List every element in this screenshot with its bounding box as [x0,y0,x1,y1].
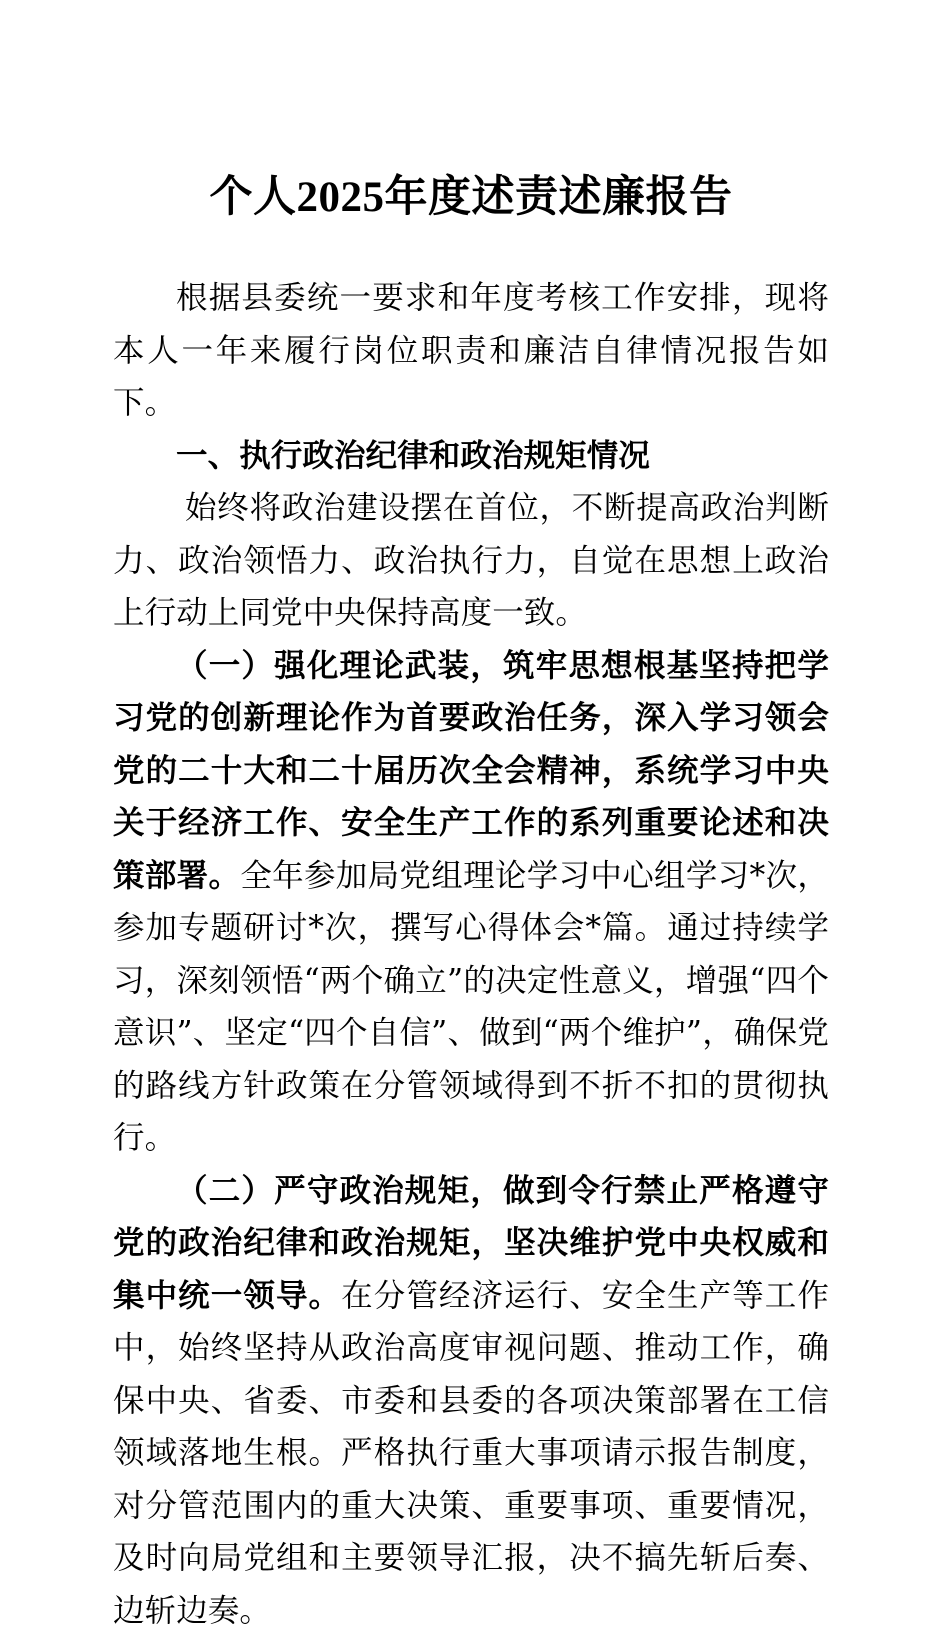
heading-section-1: 一、执行政治纪律和政治规矩情况 [113,430,829,483]
paragraph-item-2-bold: （二）严守政治规矩，做到令行禁止严格遵守党的政治纪律和政治规矩，坚决维护党中央权威和集中统一领导。 [113,1172,829,1314]
paragraph-section-1-lead: 始终将政治建设摆在首位，不断提高政治判断力、政治领悟力、政治执行力，自觉在思想上政治上行动上同党中央保持高度一致。 [113,482,829,640]
page-title: 个人2025年度述责述廉报告 [113,170,829,226]
paragraph-item-2 [113,1165,829,1637]
paragraph-item-2-normal: 在分管经济运行、安全生产等工作中，始终坚持从政治高度审视问题、推动工作，确保中央、省委、市委和县委的各项决策部署在工信领域落地生根。严格执行重大事项请示报告制度，对分管范围内的重大决策、重要事项、重要情况，及时向局党组和主要领导汇报，决不搞先斩后奏、边斩边奏。 [113,1278,829,1629]
paragraph-item-1-bold: （一）强化理论武装，筑牢思想根基坚持把学习党的创新理论作为首要政治任务，深入学习领会党的二十大和二十届历次全会精神，系统学习中央关于经济工作、安全生产工作的系列重要论述和决策部署。 [113,647,829,894]
paragraph-item-1-normal: 全年参加局党组理论学习中心组学习*次，参加专题研讨*次，撰写心得体会*篇。通过持续学习，深刻领悟“两个确立”的决定性意义，增强“四个意识”、坚定“四个自信”、做到“两个维护”，确保党的路线方针政策在分管领域得到不折不扣的贯彻执行。 [113,858,829,1157]
document-body [113,272,829,1637]
paragraph-item-1 [113,640,829,1165]
paragraph-intro: 根据县委统一要求和年度考核工作安排，现将本人一年来履行岗位职责和廉洁自律情况报告如下。 [113,272,829,430]
